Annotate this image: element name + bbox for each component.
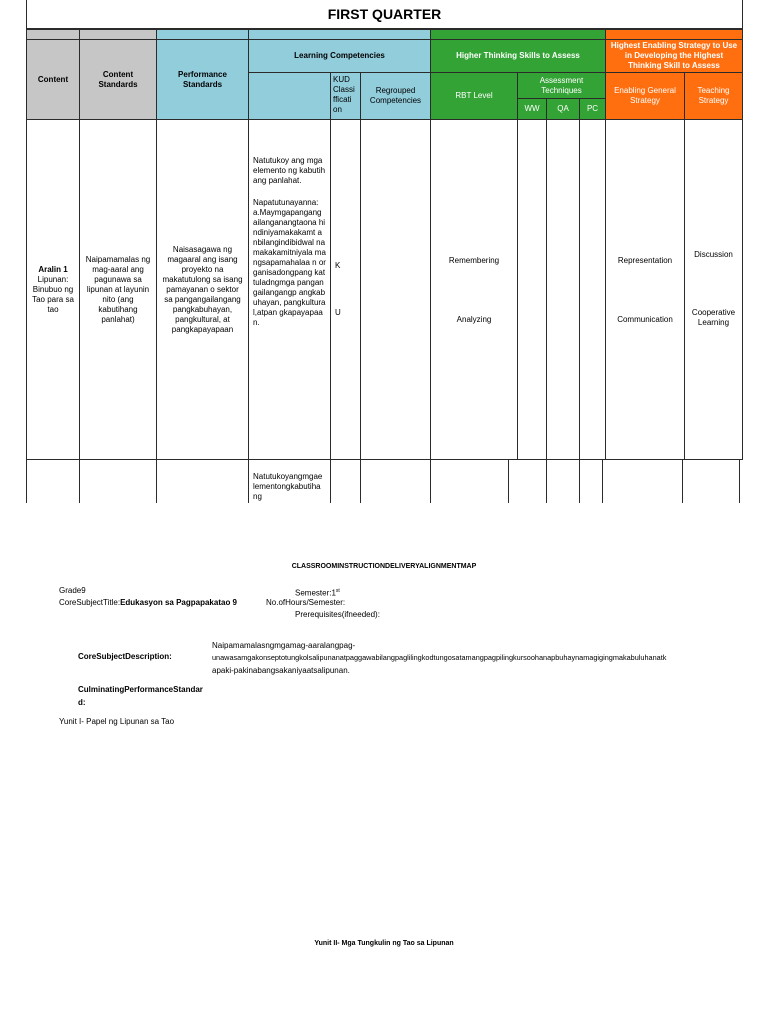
unit2-label: Yunit II- Mga Tungkulin ng Tao sa Lipunan	[314, 940, 454, 947]
row2-pc	[579, 459, 603, 503]
semester-text: Semester:1	[295, 588, 336, 598]
description-line2: unawasamgakonseptotungkolsalipunanatpaggawabilangpaglilingkodtungosatamangpagpilingkursoohanapbuhaynamagigingmakabuluhanatk	[212, 653, 667, 662]
lesson-subtitle: Lipunan: Binubuo ng Tao para sa tao	[32, 274, 74, 314]
row2-ww	[508, 459, 547, 503]
header-pc: PC	[579, 98, 606, 120]
row1-content-standard: Naipamamalas ng mag-aaral ang pagunawa sa lipunan at layunin nito (ang kabutihang panlahat)	[79, 119, 157, 460]
row1-pc	[579, 119, 606, 460]
row1-regrouped	[360, 119, 431, 460]
competency-2: Napatutunayanna: a.Maymgapangang ailanganangtaona hindiniyamakakamt anbilangindibidwal namakakamitniyala mangsapamahalaa n organisadongpang kattuladngmga pangangailangangp angkabuhayan, pangkultural,atpan gkapayapaan.	[253, 198, 326, 327]
row1-enabling	[605, 119, 685, 460]
row2-rbt	[430, 459, 509, 503]
competency-1: Natutukoy ang mga elemento ng kabutihang panlahat.	[253, 156, 326, 185]
row1-rbt	[430, 119, 518, 460]
row1-competencies	[248, 119, 331, 460]
hours-label: No.ofHours/Semester:	[266, 598, 346, 607]
header-content: Content	[26, 39, 80, 120]
row1-teaching	[684, 119, 743, 460]
header-assessment-techniques: Assessment Techniques	[517, 72, 606, 99]
header-teaching-strategy: Teaching Strategy	[684, 72, 743, 120]
row1-ww	[517, 119, 547, 460]
header-qa: QA	[546, 98, 580, 120]
row2-content	[26, 459, 80, 503]
kud-k: K	[335, 261, 341, 270]
row2-performance-standard	[156, 459, 249, 503]
header-kud: KUD Classi fficati on	[330, 72, 361, 120]
header-regrouped: Regrouped Competencies	[360, 72, 431, 120]
culminating-line1: CulminatingPerformanceStandar	[78, 685, 203, 694]
rbt-analyzing: Analyzing	[456, 315, 492, 324]
culminating-line2: d:	[78, 698, 86, 707]
kud-u: U	[335, 308, 341, 317]
core-title-value: Edukasyon sa Pagpapakatao 9	[120, 598, 237, 607]
quarter-title: FIRST QUARTER	[26, 0, 743, 29]
rbt-remembering: Remembering	[448, 256, 500, 265]
row1-kud	[330, 119, 361, 460]
row2-kud	[330, 459, 361, 503]
description-label: CoreSubjectDescription:	[78, 652, 172, 661]
semester-sup: st	[335, 588, 340, 594]
header-competency-blank	[248, 72, 331, 120]
row2-qa	[546, 459, 580, 503]
unit1-label: Yunit I- Papel ng Lipunan sa Tao	[59, 717, 175, 726]
header-ww: WW	[517, 98, 547, 120]
strategy-representation: Representation	[617, 256, 673, 265]
header-highest-enabling: Highest Enabling Strategy to Use in Developing the Highest Thinking Skill to Assess	[605, 39, 743, 73]
header-enabling-general: Enabling General Strategy	[605, 72, 685, 120]
header-rbt-level: RBT Level	[430, 72, 518, 120]
row2-content-standard	[79, 459, 157, 503]
teaching-cooperative: Cooperative Learning	[691, 308, 736, 327]
prerequisites-label: Prerequisites(ifneeded):	[295, 610, 380, 619]
row1-performance-standard: Naisasagawa ng magaaral ang isang proyekto na makatutulong sa isang pamayanan o sektor sa pangangailangang pangkabuhayan, pangkultural, at pangkapayapaan	[156, 119, 249, 460]
core-subject-title	[59, 598, 237, 608]
row2-teaching	[682, 459, 740, 503]
row1-content	[26, 119, 80, 460]
strategy-communication: Communication	[617, 315, 673, 324]
lesson-title: Aralin 1	[38, 264, 68, 274]
header-higher-thinking: Higher Thinking Skills to Assess	[430, 39, 606, 73]
core-title-label: CoreSubjectTitle:	[59, 598, 121, 607]
semester-label	[295, 586, 340, 599]
header-content-standards: Content Standards	[79, 39, 157, 120]
description-line3: apaki-pakinabangsakaniyaatsalipunan.	[212, 666, 350, 675]
description-line1: Naipamamalasngmgamag-aaralangpag-	[212, 641, 356, 650]
map-title: CLASSROOMINSTRUCTIONDELIVERYALIGNMENTMAP	[291, 563, 477, 570]
header-learning-competencies: Learning Competencies	[248, 39, 431, 73]
row2-competency-text: Natutukoyangmgae lementongkabutiha ng	[253, 472, 323, 501]
header-performance-standards: Performance Standards	[156, 39, 249, 120]
row2-competencies	[248, 459, 331, 503]
row2-regrouped	[360, 459, 431, 503]
teaching-discussion: Discussion	[694, 250, 733, 259]
row1-qa	[546, 119, 580, 460]
grade-label: Grade9	[59, 586, 86, 595]
row2-enabling	[602, 459, 683, 503]
